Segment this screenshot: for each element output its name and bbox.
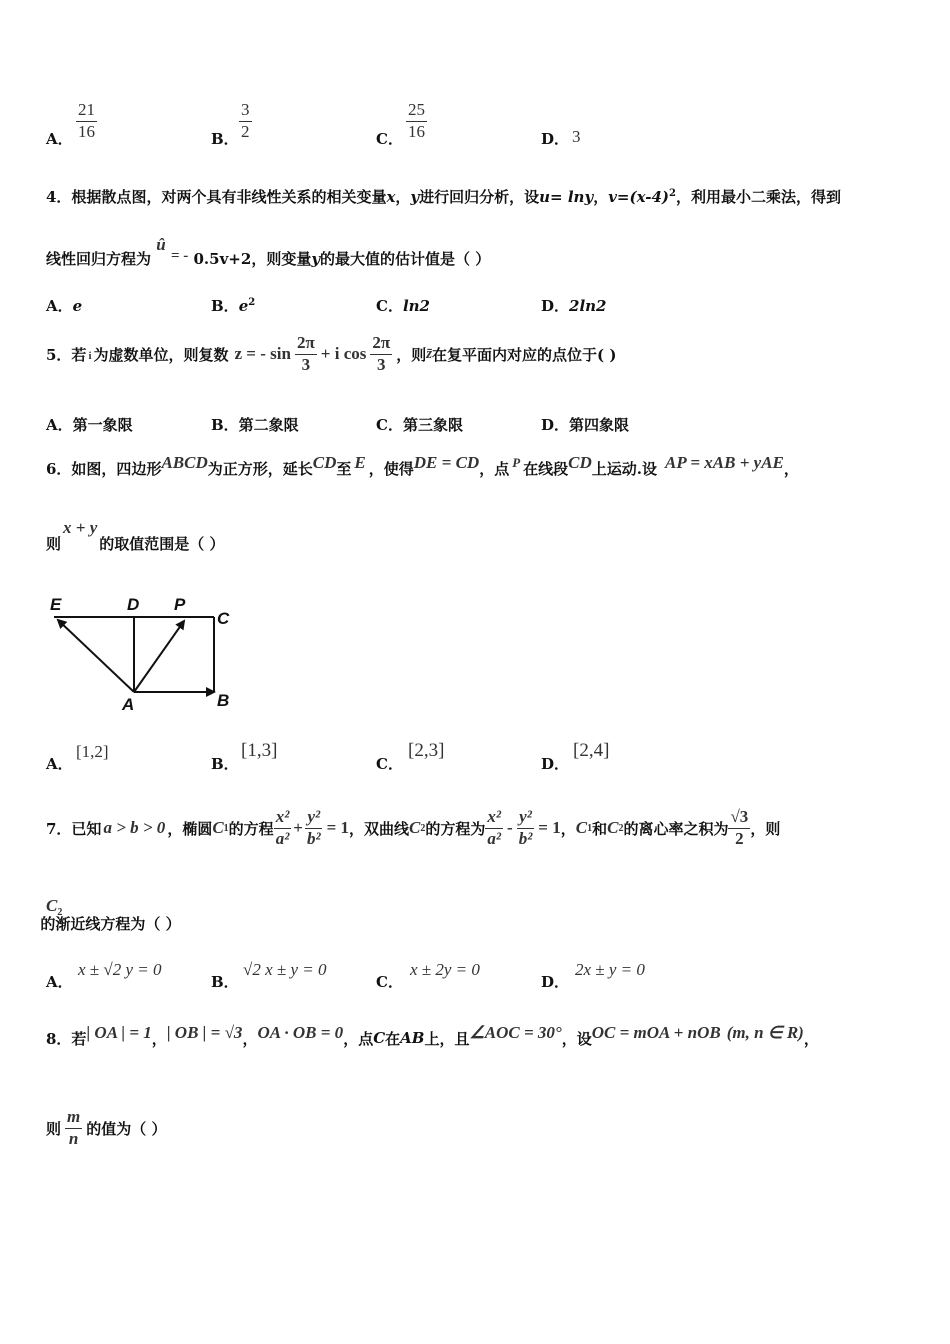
q7-c2: C [607,818,619,837]
q7-a-squared: a² [487,828,502,848]
q6-fig-vector-ae [58,620,134,692]
q7-c1-subscript: 1 [587,822,593,834]
q7-option-c-value: x ± 2y = 0 [410,960,480,979]
q6-p: P [512,455,521,470]
q4-stem-line2 [46,235,491,269]
q8-stem-line1 [46,1020,819,1056]
q4-u-definition: u= lny [539,188,594,206]
q7-c1: C [575,818,588,837]
q3-a-denominator: 16 [78,121,95,141]
q6-option-b-value: [1,3] [241,740,278,761]
q8-text: 在 [385,1029,401,1048]
q6-option-a-label: A． [46,755,73,773]
q7-plus: + [293,818,303,837]
q6-text: 为正方形，延长 [207,459,313,478]
q7-option-b-label: B． [211,973,239,991]
q7-text: ，双曲线 [349,819,410,838]
q8-text: ，点 [343,1029,374,1048]
q7-text: 的离心率之积为 [623,819,729,838]
q7-c2-subscript: 2 [57,907,63,918]
q4-option-b-exponent: 2 [248,297,256,308]
q7-text: ，则 [750,819,781,838]
q4-v-definition: v=(x-4) [608,188,670,206]
q8-ob-norm: | OB | = √3 [166,1023,243,1042]
q3-option-b-value [239,101,252,141]
q6-x-plus-y: x + y [63,518,98,537]
q6-square-figure [40,590,250,720]
q4-text: ，利用最小二乘法，得到 [676,188,842,206]
q8-dot-product: OA · OB = 0 [257,1023,344,1042]
q4-text: ，则变量 [251,250,312,268]
q6-cd: CD [312,453,337,472]
q5-text: ，则 [396,345,427,364]
q7-y-squared: y² [517,808,534,829]
q7-equals-one: = 1 [538,818,561,837]
q6-fig-label-b: B [217,691,230,710]
q7-c2-subscript: 2 [618,822,624,834]
q4-option-a-value: e [72,297,83,315]
q7-option-a-value: x ± √2 y = 0 [78,960,162,979]
q5-option-c: C．第三象限 [376,416,463,434]
q4-text: 线性回归方程为 [46,250,152,268]
q7-c1-subscript: 1 [223,822,229,834]
q7-text: 7．已知 [46,819,102,838]
q5-frac-numerator: 2π [295,334,317,355]
q3-option-a-label: A． [46,130,73,148]
q8-text: 的值为（ ） [86,1119,167,1138]
q5-imaginary-unit: i [88,350,92,362]
q5-z-expression: z = - sin [234,344,291,363]
q6-fig-label-c: C [217,609,230,628]
q8-text: 则 [46,1119,62,1138]
q7-text: ， [560,819,576,838]
q6-option-a-value: [1,2] [76,742,109,761]
q6-text: 上运动.设 [591,459,658,478]
q7-x-squared: x² [274,808,292,829]
q6-de-equals-cd: DE = CD [413,453,480,472]
q6-stem-line2 [46,518,224,554]
q4-option-c [376,295,430,316]
q5-z-conjugate: z̄ [426,345,433,362]
q4-var-y: y [410,188,420,206]
q6-text: 6．如图，四边形 [46,459,162,478]
q6-text: 则 [46,535,62,553]
q4-equals-minus: = - [170,248,189,264]
q8-segment-ab: AB [400,1029,425,1047]
q8-m: m [65,1108,82,1129]
q3-option-c-label: C． [376,130,403,148]
q5-option-a: A．第一象限 [46,416,133,434]
q3-c-denominator: 16 [408,121,425,141]
q6-cd: CD [568,453,592,472]
q6-option-d-label: D． [541,755,570,773]
q6-text: ，点 [479,459,510,478]
q7-stem-line1 [46,800,780,856]
q6-text: 至 [336,459,352,478]
q6-option-c-label: C． [376,755,403,773]
q5-text: 为虚数单位，则复数 [93,345,229,364]
q7-text: 和 [592,819,608,838]
q6-fig-vector-ap [134,621,184,692]
q4-v-exponent: 2 [669,188,676,199]
q4-var-x: x [386,188,396,206]
q4-option-d [541,295,607,316]
q8-n: n [68,1128,79,1148]
q3-option-d-value: 3 [572,127,581,146]
q7-minus: - [507,818,513,837]
q8-oa-norm: | OA | = 1 [86,1023,152,1042]
q7-c2-subscript: 2 [420,822,426,834]
q7-equals-one: = 1 [326,818,350,837]
q4-text: 的最大值的估计值是（ ） [320,250,491,268]
q6-fig-label-a: A [122,695,135,714]
q6-ap-expression: AP = xAB + yAE [665,453,784,472]
q3-option-c-value [406,101,427,141]
q3-option-a-value [76,101,97,141]
q6-option-b-label: B． [211,755,239,773]
q7-two: 2 [735,828,744,848]
q8-comma: ， [151,1029,167,1048]
q7-sqrt3: √3 [728,808,750,829]
q4-option-c-label: C． [376,297,403,315]
q6-option-d-value: [2,4] [573,740,610,761]
q4-u-hat: û [156,235,166,254]
q8-stem-line2 [46,1104,166,1152]
q7-condition: a > b > 0 [103,818,166,837]
q6-fig-label-p: P [174,595,186,614]
q6-fig-label-e: E [50,595,62,614]
q5-stem [46,331,616,377]
q4-text: 4．根据散点图，对两个具有非线性关系的相关变量 [46,188,387,206]
q7-text: 的方程 [228,819,274,838]
q7-option-d-value: 2x ± y = 0 [575,960,645,979]
q5-option-b: B．第二象限 [211,416,299,434]
q5-text: 在复平面内对应的点位于( ) [432,345,617,364]
q8-comma: ， [242,1029,258,1048]
q5-frac-numerator: 2π [370,334,392,355]
q7-option-d-label: D． [541,973,570,991]
q7-stem-line2 [40,896,181,934]
q6-fig-label-d: D [127,595,140,614]
q4-option-d-label: D． [541,297,570,315]
q5-text: 5．若 [46,345,87,364]
q4-stem-line1 [46,186,841,207]
q8-point-c: C [373,1029,386,1047]
q8-angle-aoc: ∠AOC = 30° [469,1023,562,1042]
q6-e: E [354,453,366,472]
q8-text: ， [803,1029,819,1048]
q7-c2: C [409,818,421,837]
q7-text: 的方程为 [425,819,486,838]
q7-text: 的渐近线方程为（ ） [40,915,181,933]
q8-condition: (m, n ∈ R) [726,1023,804,1042]
q7-text: ，椭圆 [167,819,213,838]
q4-option-d-value: 2ln2 [569,297,607,315]
q5-frac-denominator: 3 [377,354,386,374]
q3-a-numerator: 21 [76,101,97,122]
q4-option-b [211,295,255,316]
q6-text: 在线段 [523,459,569,478]
q3-c-numerator: 25 [406,101,427,122]
q5-plus-cos: + i cos [320,344,367,363]
q8-oc-expression: OC = mOA + nOB [591,1023,721,1042]
q3-option-d-label: D． [541,130,570,148]
q6-text: ，使得 [368,459,414,478]
q4-option-a-label: A． [46,297,73,315]
q4-comma: ， [593,188,609,206]
q4-text: 进行回归分析，设 [419,188,540,206]
q6-text: ， [783,459,799,478]
q7-c1: C [212,818,224,837]
q8-text: 8．若 [46,1029,87,1048]
q7-option-c-label: C． [376,973,403,991]
q5-frac-denominator: 3 [301,354,311,374]
q4-option-b-label: B． [211,297,239,315]
q4-option-a [46,295,82,316]
q3-option-b-label: B． [211,130,239,148]
q7-a-squared: a² [275,828,290,848]
q5-option-d: D．第四象限 [541,416,630,434]
q6-stem-line1 [46,454,799,482]
q8-text: ，设 [561,1029,592,1048]
q7-x-squared: x² [485,808,503,829]
q7-option-a-label: A． [46,973,73,991]
q6-option-c-value: [2,3] [408,740,445,761]
q4-option-b-value: e [238,297,249,315]
q7-c2: C [46,896,58,915]
q3-b-numerator: 3 [239,101,252,122]
q4-var-y: y [311,250,321,268]
q8-text: 上，且 [424,1029,470,1048]
q3-b-denominator: 2 [241,121,250,141]
q6-abcd: ABCD [161,453,208,472]
q4-option-c-value: ln2 [402,297,430,315]
q6-text: 的取值范围是（ ） [99,535,225,553]
q7-b-squared: b² [306,828,321,848]
q4-regression-rhs: 0.5v+2 [193,250,252,268]
q7-y-squared: y² [305,808,322,829]
q4-comma: ， [395,188,411,206]
q7-b-squared: b² [518,828,533,848]
q7-option-b-value: √2 x ± y = 0 [243,960,327,979]
